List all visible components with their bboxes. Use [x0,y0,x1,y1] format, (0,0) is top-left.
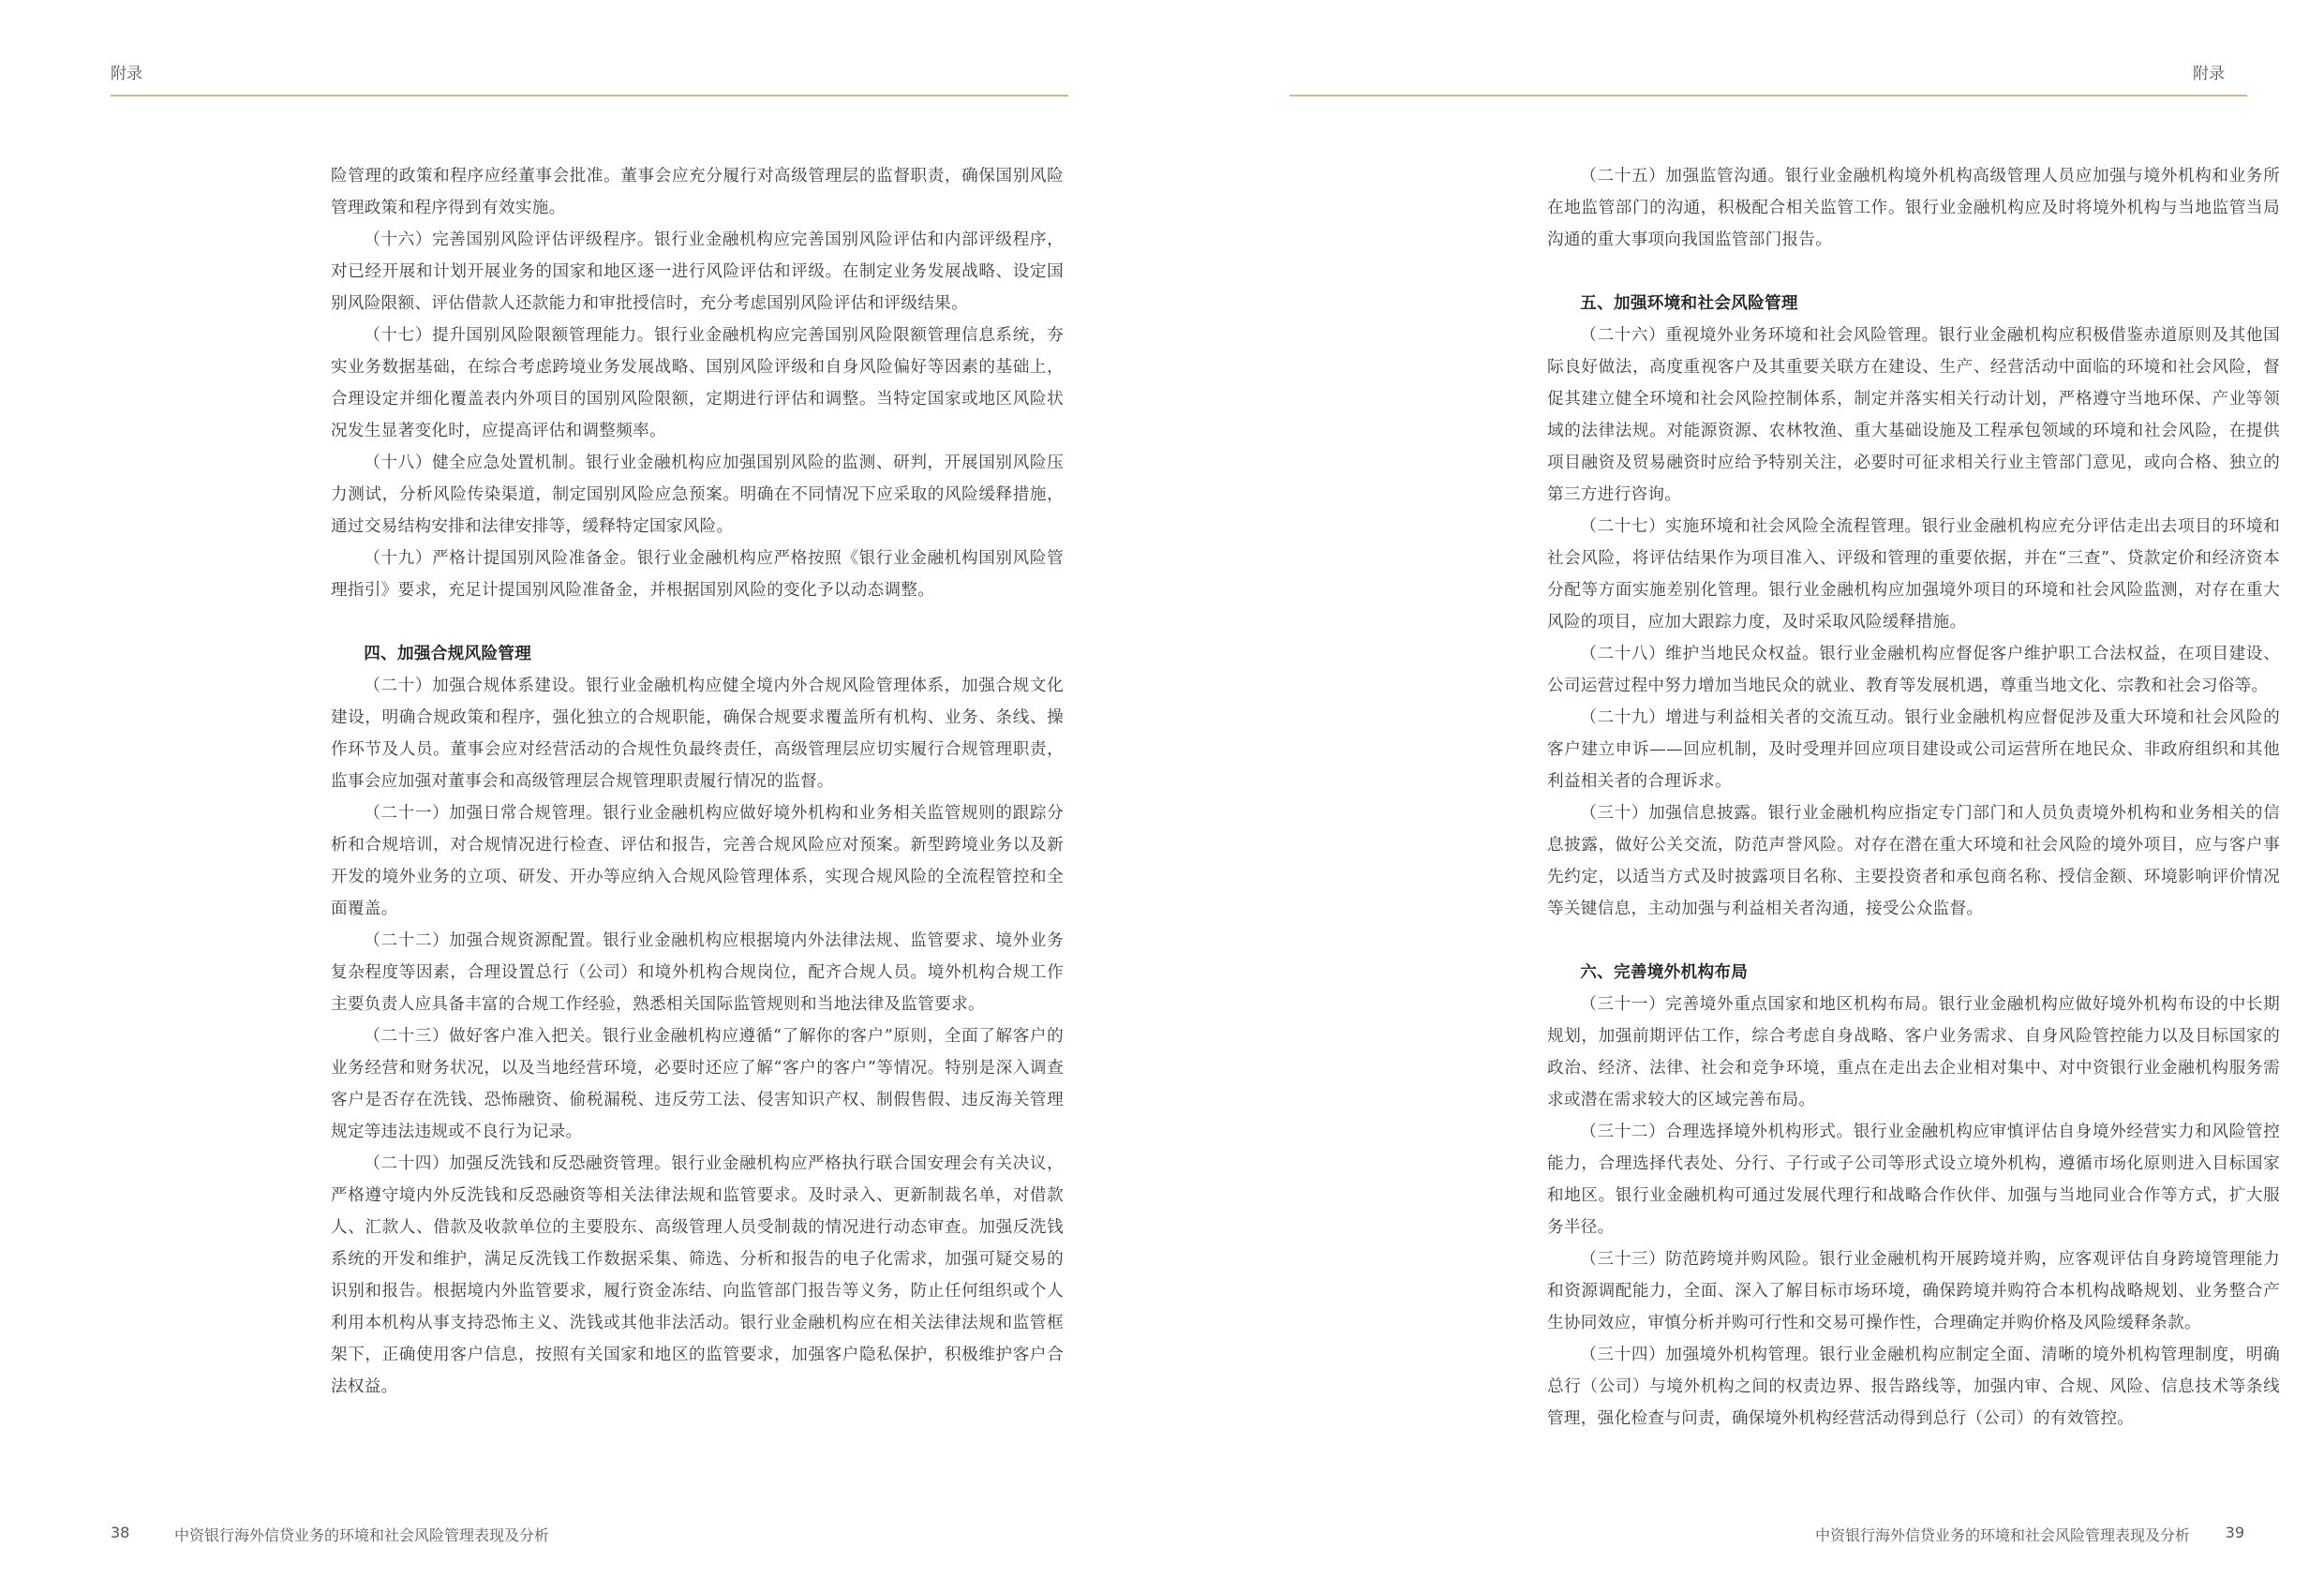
paragraph: （三十三）防范跨境并购风险。银行业金融机构开展跨境并购，应客观评估自身跨境管理能力和资源调配能力，全面、深入了解目标市场环境，确保跨境并购符合本机构战略规划、业务整合产生协同效应，审慎分析并购可行性和交易可操作性，合理确定并购价格及风险缓释条款。 [1547,1250,2280,1332]
right-header-rule [1289,95,2247,97]
right-page [1162,0,2324,1577]
paragraph: 险管理的政策和程序应经董事会批准。董事会应充分履行对高级管理层的监督职责，确保国别风险管理政策和程序得到有效实施。 [331,167,1064,217]
paragraph: （三十）加强信息披露。银行业金融机构应指定专门部门和人员负责境外机构和业务相关的信息披露，做好公关交流，防范声誉风险。对存在潜在重大环境和社会风险的境外项目，应与客户事先约定，以适当方式及时披露项目名称、主要投资者和承包商名称、授信金额、环境影响评价情况等关键信息，主动加强与利益相关者沟通，接受公众监督。 [1547,804,2280,918]
left-footer-title: 中资银行海外信贷业务的环境和社会风险管理表现及分析 [174,1526,550,1544]
left-body-text [331,160,1064,1403]
paragraph: （二十七）实施环境和社会风险全流程管理。银行业金融机构应充分评估走出去项目的环境和社会风险，将评估结果作为项目准入、评级和管理的重要依据，并在“三查”、贷款定价和经济资本分配等方面实施差别化管理。银行业金融机构应加强境外项目的环境和社会风险监测，对存在重大风险的项目，应加大跟踪力度，及时采取风险缓释措施。 [1547,517,2280,632]
paragraph: （二十）加强合规体系建设。银行业金融机构应健全境内外合规风险管理体系，加强合规文化建设，明确合规政策和程序，强化独立的合规职能，确保合规要求覆盖所有机构、业务、条线、操作环节及人员。董事会应对经营活动的合规性负最终责任，高级管理层应切实履行合规管理职责，监事会应加强对董事会和高级管理层合规管理职责履行情况的监督。 [331,677,1064,791]
paragraph: （二十八）维护当地民众权益。银行业金融机构应督促客户维护职工合法权益，在项目建设、公司运营过程中努力增加当地民众的就业、教育等发展机遇，尊重当地文化、宗教和社会习俗等。 [1547,645,2280,695]
section-heading: 五、加强环境和社会风险管理 [1580,294,1798,313]
right-header-label: 附录 [2193,65,2225,83]
section-heading: 六、完善境外机构布局 [1580,963,1749,982]
paragraph: （二十五）加强监管沟通。银行业金融机构境外机构高级管理人员应加强与境外机构和业务所在地监管部门的沟通，积极配合相关监管工作。银行业金融机构应及时将境外机构与当地监管当局沟通的重大事项向我国监管部门报告。 [1547,167,2280,249]
paragraph: （二十一）加强日常合规管理。银行业金融机构应做好境外机构和业务相关监管规则的跟踪分析和合规培训，对合规情况进行检查、评估和报告，完善合规风险应对预案。新型跨境业务以及新开发的境外业务的立项、研发、开办等应纳入合规风险管理体系，实现合规风险的全流程管控和全面覆盖。 [331,804,1064,918]
paragraph: （三十四）加强境外机构管理。银行业金融机构应制定全面、清晰的境外机构管理制度，明确总行（公司）与境外机构之间的权责边界、报告路线等，加强内审、合规、风险、信息技术等条线管理，强化检查与问责，确保境外机构经营活动得到总行（公司）的有效管控。 [1547,1346,2280,1428]
paragraph: （二十六）重视境外业务环境和社会风险管理。银行业金融机构应积极借鉴赤道原则及其他国际良好做法，高度重视客户及其重要关联方在建设、生产、经营活动中面临的环境和社会风险，督促其建立健全环境和社会风险控制体系，制定并落实相关行动计划，严格遵守当地环保、产业等领域的法律法规。对能源资源、农林牧渔、重大基础设施及工程承包领域的环境和社会风险，在提供项目融资及贸易融资时应给予特别关注，必要时可征求相关行业主管部门意见，或向合格、独立的第三方进行咨询。 [1547,326,2280,504]
right-footer-title: 中资银行海外信贷业务的环境和社会风险管理表现及分析 [1814,1526,2190,1544]
paragraph: （十八）健全应急处置机制。银行业金融机构应加强国别风险的监测、研判，开展国别风险压力测试，分析风险传染渠道，制定国别风险应急预案。明确在不同情况下应采取的风险缓释措施，通过交易结构安排和法律安排等，缓释特定国家风险。 [331,454,1064,536]
paragraph: （二十九）增进与利益相关者的交流互动。银行业金融机构应督促涉及重大环境和社会风险的客户建立申诉——回应机制，及时受理并回应项目建设或公司运营所在地民众、非政府组织和其他利益相关者的合理诉求。 [1547,708,2280,791]
left-header-label: 附录 [111,65,142,83]
paragraph: （二十四）加强反洗钱和反恐融资管理。银行业金融机构应严格执行联合国安理会有关决议，严格遵守境内外反洗钱和反恐融资等相关法律法规和监管要求。及时录入、更新制裁名单，对借款人、汇款人、借款及收款单位的主要股东、高级管理人员受制裁的情况进行动态审查。加强反洗钱系统的开发和维护，满足反洗钱工作数据采集、筛选、分析和报告的电子化需求，加强可疑交易的识别和报告。根据境内外监管要求，履行资金冻结、向监管部门报告等义务，防止任何组织或个人利用本机构从事支持恐怖主义、洗钱或其他非法活动。银行业金融机构应在相关法律法规和监管框架下，正确使用客户信息，按照有关国家和地区的监管要求，加强客户隐私保护，积极维护客户合法权益。 [331,1154,1064,1396]
paragraph: （十七）提升国别风险限额管理能力。银行业金融机构应完善国别风险限额管理信息系统，夯实业务数据基础，在综合考虑跨境业务发展战略、国别风险评级和自身风险偏好等因素的基础上，合理设定并细化覆盖表内外项目的国别风险限额，定期进行评估和调整。当特定国家或地区风险状况发生显著变化时，应提高评估和调整频率。 [331,326,1064,440]
paragraph: （二十二）加强合规资源配置。银行业金融机构应根据境内外法律法规、监管要求、境外业务复杂程度等因素，合理设置总行（公司）和境外机构合规岗位，配齐合规人员。境外机构合规工作主要负责人应具备丰富的合规工作经验，熟悉相关国际监管规则和当地法律及监管要求。 [331,931,1064,1014]
section-heading: 四、加强合规风险管理 [364,645,532,663]
right-body-text [1547,160,2280,1435]
paragraph: （十六）完善国别风险评估评级程序。银行业金融机构应完善国别风险评估和内部评级程序，对已经开展和计划开展业务的国家和地区逐一进行风险评估和评级。在制定业务发展战略、设定国别风险限额、评估借款人还款能力和审批授信时，充分考虑国别风险评估和评级结果。 [331,231,1064,313]
paragraph: （十九）严格计提国别风险准备金。银行业金融机构应严格按照《银行业金融机构国别风险管理指引》要求，充足计提国别风险准备金，并根据国别风险的变化予以动态调整。 [331,549,1064,600]
paragraph: （二十三）做好客户准入把关。银行业金融机构应遵循“了解你的客户”原则，全面了解客户的业务经营和财务状况，以及当地经营环境，必要时还应了解“客户的客户”等情况。特别是深入调查客户是否存在洗钱、恐怖融资、偷税漏税、违反劳工法、侵害知识产权、制假售假、违反海关管理规定等违法违规或不良行为记录。 [331,1027,1064,1141]
left-header-rule [111,95,1068,97]
left-page-number: 38 [111,1524,130,1541]
paragraph: （三十一）完善境外重点国家和地区机构布局。银行业金融机构应做好境外机构布设的中长期规划，加强前期评估工作，综合考虑自身战略、客户业务需求、自身风险管控能力以及目标国家的政治、经济、法律、社会和竞争环境，重点在走出去企业相对集中、对中资银行业金融机构服务需求或潜在需求较大的区域完善布局。 [1547,995,2280,1109]
right-page-number: 39 [2225,1524,2244,1541]
paragraph: （三十二）合理选择境外机构形式。银行业金融机构应审慎评估自身境外经营实力和风险管控能力，合理选择代表处、分行、子行或子公司等形式设立境外机构，遵循市场化原则进入目标国家和地区。银行业金融机构可通过发展代理行和战略合作伙伴、加强与当地同业合作等方式，扩大服务半径。 [1547,1123,2280,1237]
